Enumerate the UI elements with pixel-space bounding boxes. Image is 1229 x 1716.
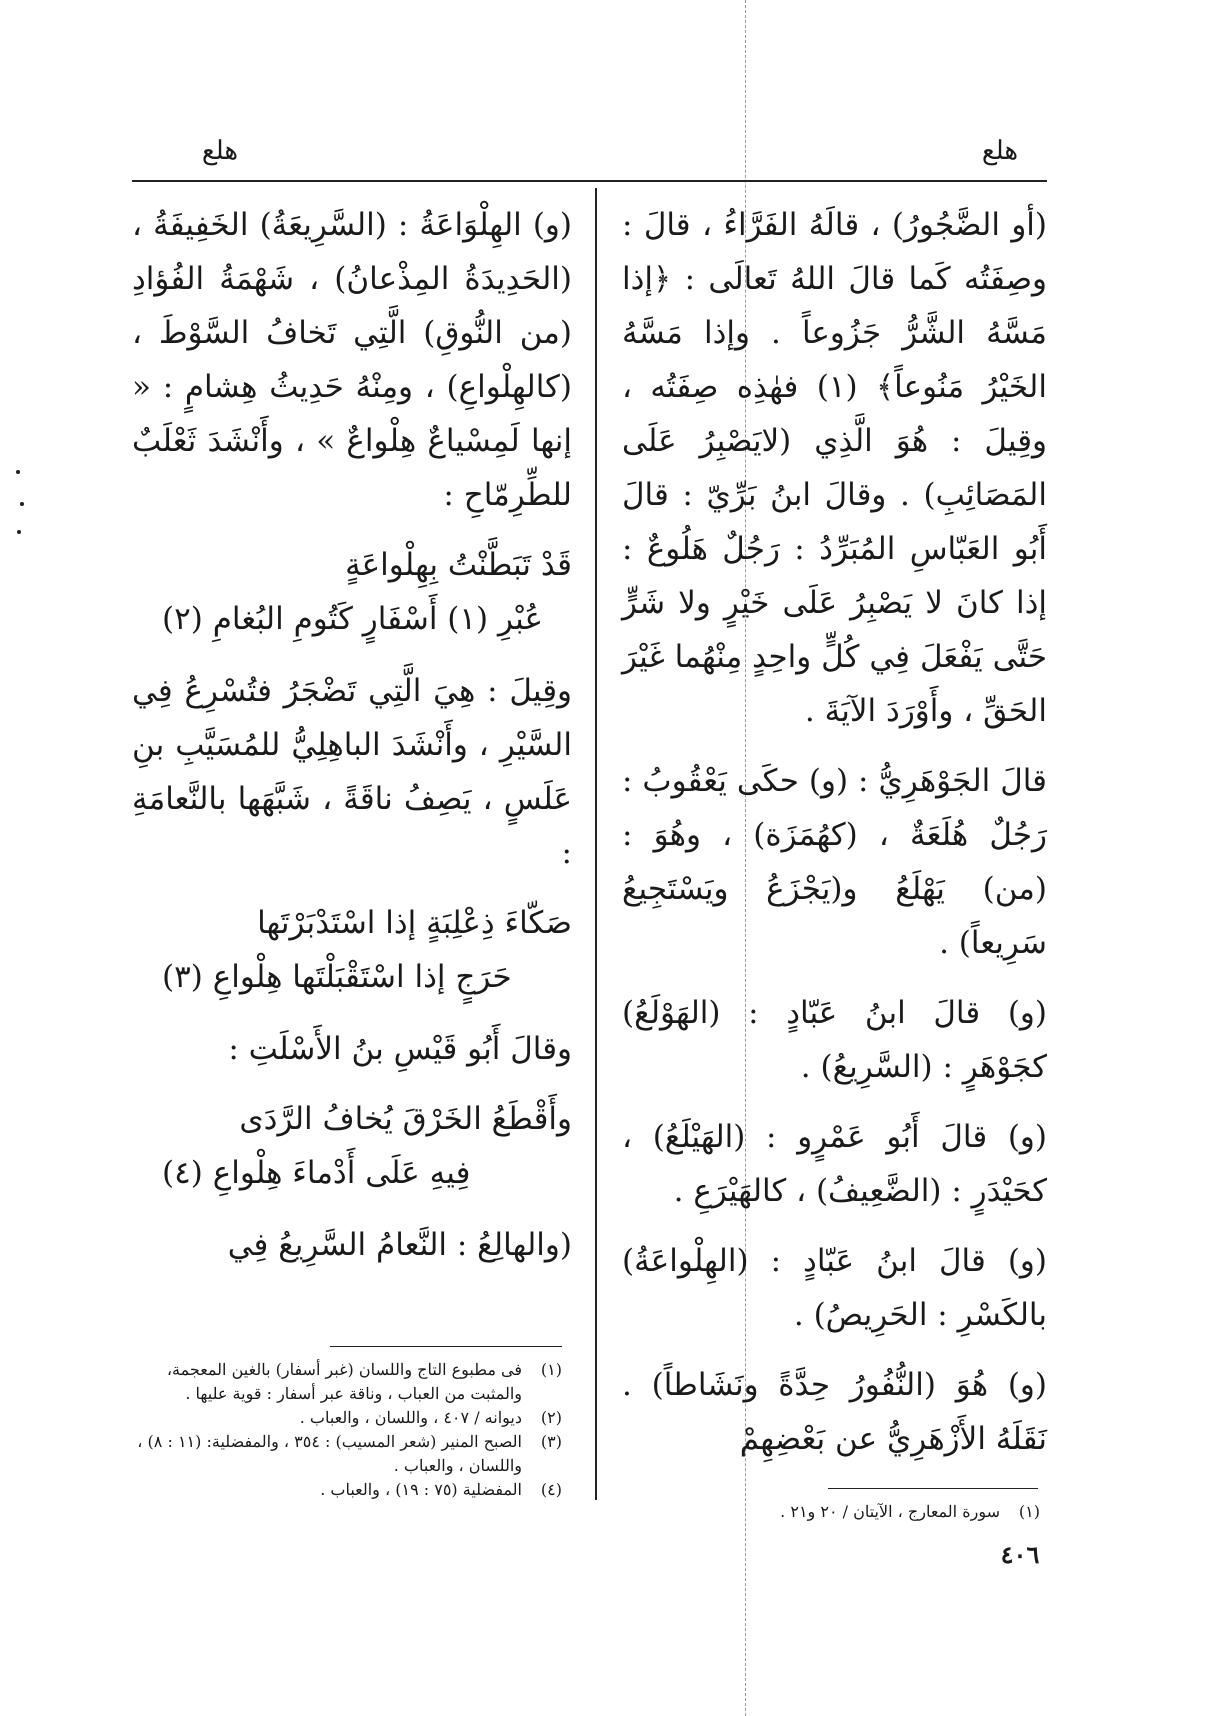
left-column bbox=[132, 198, 572, 1288]
poem-verse bbox=[132, 538, 572, 646]
column-divider bbox=[595, 188, 597, 1500]
footnote-rule-right bbox=[828, 1488, 1038, 1489]
footnote bbox=[132, 1358, 562, 1406]
footnote-number: (١) bbox=[1018, 1502, 1040, 1521]
verse-second-hemistich: حَرَجٍ إذا اسْتَقْبَلْتَها هِلْواعِ (٣) bbox=[162, 959, 512, 995]
verse-first-hemistich: صَكّاءَ ذِعْلِبَةٍ إذا اسْتَدْبَرْتَها bbox=[257, 905, 572, 941]
footnote-number: (٤) bbox=[540, 1480, 562, 1499]
left-paragraph: وقالَ أَبُو قَيْسِ بنُ الأَسْلَتِ : bbox=[228, 1031, 572, 1067]
margin-marks bbox=[14, 470, 28, 550]
page-number: ٤٠٦ bbox=[1000, 1540, 1040, 1569]
left-paragraph: (و) الهِلْوَاعَةُ : (السَّرِيعَةُ) الخَفِيفَةُ ، (الحَدِيدَةُ المِذْعانُ) ، شَهْمَةُ الفُؤادِ (من النُّوقِ) الَّتِي تَخافُ السَّوْطَ ، (كالهِلْواعِ) ، ومِنْهُ حَدِيثُ هِشامٍ : « إنها لَمِسْياعٌ هِلْواعٌ » ، وأَنْشَدَ ثَعْلَبٌ للطِّرِمّاحِ : bbox=[132, 207, 572, 513]
footnote bbox=[132, 1478, 562, 1502]
running-header-right: هلع bbox=[981, 136, 1019, 166]
right-paragraph: (و) هُوَ (النُّفُورُ حِدَّةً ونَشَاطاً) . نَقَلَهُ الأَزْهَرِيُّ عن بَعْضِهِمْ bbox=[622, 1367, 1047, 1457]
verse-second-hemistich: فِيهِ عَلَى أَدْماءَ هِلْواعِ (٤) bbox=[162, 1155, 471, 1191]
running-header-left: هلع bbox=[201, 136, 239, 166]
footnote-number: (١) bbox=[540, 1360, 562, 1379]
footnotes-left bbox=[132, 1358, 562, 1502]
poem-verse bbox=[132, 896, 572, 1004]
footnote bbox=[622, 1500, 1040, 1524]
footnote-text: ديوانه / ٤٠٧ ، واللسان ، والعباب . bbox=[299, 1408, 522, 1427]
footnote bbox=[132, 1406, 562, 1430]
header-rule bbox=[132, 180, 1047, 182]
footnote-text: الصبح المنير (شعر المسيب) : ٣٥٤ ، والمفضلية: (١١ : ٨) ، واللسان ، والعباب . bbox=[137, 1432, 522, 1475]
right-paragraph: قالَ الجَوْهَرِيُّ : (و) حكَى يَعْقُوبُ : رَجُلٌ هُلَعَةٌ ، (كهُمَزَة) ، وهُوَ : (من) يَهْلَعُ و(يَجْزَعُ ويَسْتَجِيعُ سَرِيعاً) . bbox=[622, 763, 1047, 961]
footnote-text: فى مطبوع التاج واللسان (غبر أسفار) بالغين المعجمة، والمثبت من العباب ، وناقة عبر أسفار : قوية عليها . bbox=[166, 1360, 522, 1403]
right-paragraph: (و) قالَ ابنُ عَبّادٍ : (الهَوْلَعُ) كجَوْهَرٍ : (السَّرِيعُ) . bbox=[622, 995, 1047, 1085]
footnote-rule-left bbox=[330, 1346, 562, 1347]
footnote bbox=[132, 1430, 562, 1478]
footnote-text: سورة المعارج ، الآيتان / ٢٠ و٢١ . bbox=[780, 1502, 1000, 1521]
verse-first-hemistich: وأَقْطَعُ الخَرْقَ يُخافُ الرَّدَى bbox=[239, 1101, 572, 1137]
verse-second-hemistich: عُبْرِ (١) أَسْفَارٍ كَتُومِ البُغامِ (٢) bbox=[162, 601, 543, 637]
right-paragraph: (أو الضَّجُورُ) ، قالَهُ الفَرَّاءُ ، قالَ : وصِفَتُه كَما قالَ اللهُ تَعالَى : ﴿إذا مَسَّهُ الشَّرُّ جَزُوعاً . وإذا مَسَّهُ الخَيْرُ مَنُوعاً﴾ (١) فهٰذِه صِفَتُه ، وقِيلَ : هُوَ الَّذِي (لايَصْبِرُ عَلَى المَصَائِبِ) . وقالَ ابنُ بَرِّيّ : قالَ أَبُو العَبّاسِ المُبَرِّدُ : رَجُلٌ هَلُوعٌ : إذا كانَ لا يَصْبِرُ عَلَى خَيْرٍ ولا شَرٍّ حَتَّى يَفْعَلَ فِي كُلٍّ واحِدٍ مِنْهُما غَيْرَ الحَقِّ ، وأَوْرَدَ الآيَةَ . bbox=[622, 207, 1047, 729]
footnote-number: (٣) bbox=[540, 1432, 562, 1451]
right-paragraph: (و) قالَ ابنُ عَبّادٍ : (الهِلْواعَةُ) بالكَسْرِ : الحَرِيصُ) . bbox=[622, 1243, 1047, 1333]
left-paragraph: (والهالِعُ : النَّعامُ السَّرِيعُ فِي bbox=[227, 1227, 572, 1263]
right-paragraph: (و) قالَ أَبُو عَمْرٍو : (الهَيْلَعُ) ، كحَيْدَرٍ : (الضَّعِيفُ) ، كالهَيْرَعِ . bbox=[622, 1119, 1047, 1209]
right-column bbox=[622, 198, 1047, 1482]
footnote-text: المفضلية (٧٥ : ١٩) ، والعباب . bbox=[320, 1480, 522, 1499]
footnotes-right bbox=[622, 1500, 1040, 1524]
footnote-number: (٢) bbox=[540, 1408, 562, 1427]
verse-first-hemistich: قَدْ تَبَطَّنْتُ بِهِلْواعَةٍ bbox=[345, 547, 572, 583]
left-paragraph: وقِيلَ : هِيَ الَّتِي تَضْجَرُ فتُسْرِعُ فِي السَّيْرِ ، وأَنْشَدَ الباهِلِيُّ للمُسَيَّبِ بنِ عَلَسٍ ، يَصِفُ ناقَةً ، شَبَّهَها بالنَّعامَةِ : bbox=[132, 673, 572, 871]
poem-verse bbox=[132, 1092, 572, 1200]
